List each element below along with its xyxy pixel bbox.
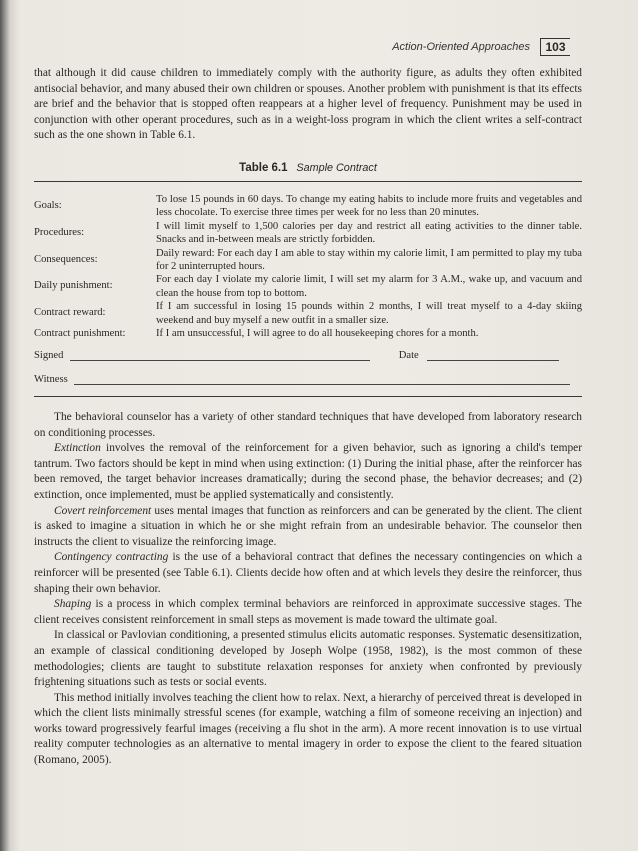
term: Contingency contracting — [54, 551, 169, 564]
table-caption: Sample Contract — [296, 162, 377, 174]
table-title — [34, 162, 582, 174]
row-value: I will limit myself to 1,500 calories per day and restrict all eating activities to the dinner table. Snacks and in-between meals are strictly forbidden. — [156, 220, 582, 246]
row-value: For each day I violate my calorie limit, I will set my alarm for 3 A.M., wake up, and vacuum and clean the house from top to bottom. — [156, 274, 582, 299]
paragraph: Extinction involves the removal of the reinforcement for a given behavior, such as ignoring a child's temper tantrum. Two factors should be kept in mind when using extinction: (1) During the initial phase, after the reinforcer has been removed, the target behavior increases dramatically; during the second phase, the behavior decreases; and (2) extinction, once implemented, must be applied systematically and consistently. — [34, 442, 582, 501]
signed-label: Signed — [34, 350, 64, 361]
page-number: 103 — [540, 38, 570, 56]
row-value: If I am successful in losing 15 pounds within 2 months, I will treat myself to a 4-day skiing weekend and buy myself a new outfit in a smaller size. — [156, 301, 582, 326]
row-label: Procedures: — [34, 226, 85, 238]
contract-table — [34, 193, 582, 340]
term: Covert reinforcement — [54, 504, 152, 517]
row-value: If I am unsuccessful, I will agree to do all housekeeping chores for a month. — [156, 328, 479, 340]
contract-row-goals — [34, 193, 582, 220]
paragraph: Contingency contracting is the use of a behavioral contract that defines the necessary contingencies on which a reinforcer will be presented (see Table 6.1). Clients decide how often and at which levels they desire the reinforcer, thus shaping their own behavior. — [34, 551, 582, 595]
page-header — [380, 38, 570, 58]
row-label: Daily punishment: — [34, 280, 113, 292]
table-top-rule — [34, 181, 582, 182]
signature-line — [34, 350, 559, 361]
contract-row-consequences — [34, 247, 582, 274]
term: Extinction — [54, 442, 101, 455]
table-bottom-rule — [34, 396, 582, 397]
witness-blank — [74, 384, 570, 385]
row-label: Goals: — [34, 200, 62, 211]
intro-paragraph — [34, 66, 582, 144]
contract-row-procedures — [34, 220, 582, 247]
row-value: To lose 15 pounds in 60 days. To change my eating habits to include more fruits and vegetables and less chocolate. To exercise three times per week for no less than 20 minutes. — [156, 194, 582, 219]
paragraph: In classical or Pavlovian conditioning, a presented stimulus elicits automatic responses. Systematic desensitization, an example of classical conditioning developed by Joseph Wolpe (1958, 1982), is the most common of these methodologies; clients are taught to substitute relaxation responses for anxiety when confronted by previously frightening situations such as tests or social events. — [34, 629, 582, 689]
contract-row-contract-reward — [34, 300, 582, 327]
paragraph: Covert reinforcement uses mental images that function as reinforcers and can be generated by the client. The client is asked to imagine a situation in which he or she might refrain from an undesirable behavior. The counselor then instructs the client to visualize the reinforcing image. — [34, 504, 582, 548]
date-label: Date — [398, 350, 419, 361]
contract-row-contract-punishment — [34, 327, 582, 340]
row-label: Contract punishment: — [34, 328, 126, 340]
paragraph: that although it did cause children to immediately comply with the authority figure, as adults they often exhibited antisocial behavior, and many abused their own children or spouses. Another problem with punishment is that its effects are brief and the behavior that is stopped often reappears at a higher level of frequency. Punishment may be used in conjunction with other operant procedures, such as in a weight-loss program in which the client writes a self-contract such as the one shown in Table 6.1. — [34, 67, 582, 142]
witness-label: Witness — [34, 374, 68, 385]
body-text — [34, 410, 582, 769]
table-number: Table 6.1 — [239, 162, 288, 174]
term: Shaping — [54, 598, 92, 611]
row-value: Daily reward: For each day I am able to stay within my calorie limit, I am permitted to play my tuba for 2 uninterrupted hours. — [156, 247, 582, 273]
date-blank — [427, 360, 559, 361]
paragraph: Shaping is a process in which complex terminal behaviors are reinforced in approximate successive stages. The client receives consistent reinforcement in small steps as movement is made toward the ultimate goal. — [34, 598, 582, 626]
contract-row-daily-punishment — [34, 273, 582, 300]
witness-line — [34, 374, 570, 385]
running-head: Action-Oriented Approaches — [392, 41, 530, 53]
row-label: Consequences: — [34, 253, 98, 265]
paragraph: This method initially involves teaching the client how to relax. Next, a hierarchy of perceived threat is developed in which the client lists minimally stressful scenes (for example, watching a film of someone receiving an injection) and works toward progressively fearful images (receiving a flu shot in the arm). A more recent innovation is to use virtual reality computer technologies as an alternative to mental imagery in order to expose the client to the feared situation (Romano, 2005). — [34, 691, 582, 767]
paragraph: The behavioral counselor has a variety of other standard techniques that have developed from laboratory research on conditioning processes. — [34, 411, 582, 439]
signed-blank — [70, 360, 370, 361]
row-label: Contract reward: — [34, 307, 106, 319]
